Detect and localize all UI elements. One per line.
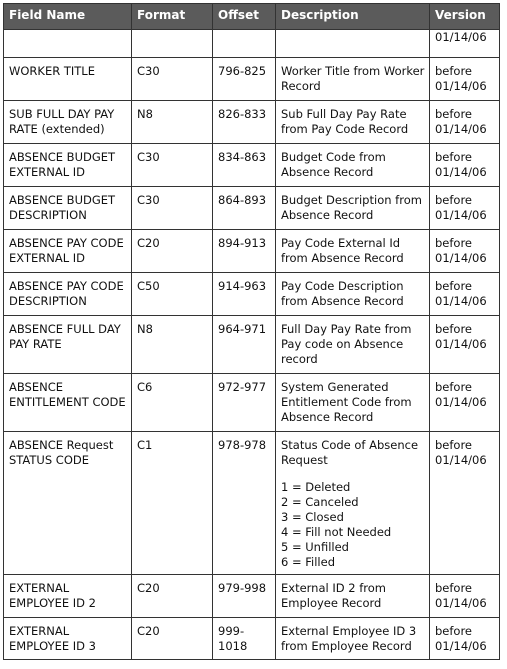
status-code-item: 6 = Filled [281, 555, 336, 569]
version-cell: before 01/14/06 [430, 144, 500, 187]
offset-cell: 978-978 [213, 432, 276, 575]
description-cell: Budget Code from Absence Record [276, 144, 430, 187]
format-cell: C50 [132, 273, 213, 316]
table-row [4, 273, 500, 316]
header-format: Format [132, 4, 213, 30]
version-cell: before 01/14/06 [430, 58, 500, 101]
table-row [4, 575, 500, 618]
header-description: Description [276, 4, 430, 30]
offset-cell: 834-863 [213, 144, 276, 187]
version-cell: before 01/14/06 [430, 230, 500, 273]
table-row [4, 30, 500, 58]
format-cell: C6 [132, 374, 213, 432]
description-cell: Pay Code Description from Absence Record [276, 273, 430, 316]
offset-cell: 894-913 [213, 230, 276, 273]
description-cell: External ID 2 from Employee Record [276, 575, 430, 618]
format-cell: C20 [132, 618, 213, 660]
offset-cell: 826-833 [213, 101, 276, 144]
format-cell: C30 [132, 58, 213, 101]
version-cell: before 01/14/06 [430, 374, 500, 432]
version-cell: before 01/14/06 [430, 273, 500, 316]
table-row [4, 187, 500, 230]
format-cell: C20 [132, 575, 213, 618]
table-row [4, 618, 500, 660]
status-code-item: 5 = Unfilled [281, 540, 349, 554]
table-row [4, 230, 500, 273]
format-cell [132, 30, 213, 58]
format-cell: C20 [132, 230, 213, 273]
description-cell: Worker Title from Worker Record [276, 58, 430, 101]
header-field-name: Field Name [4, 4, 132, 30]
version-cell: before 01/14/06 [430, 187, 500, 230]
field-name-cell: ABSENCE BUDGET DESCRIPTION [4, 187, 132, 230]
header-offset: Offset [213, 4, 276, 30]
offset-cell: 796-825 [213, 58, 276, 101]
field-name-cell: WORKER TITLE [4, 58, 132, 101]
version-cell: before 01/14/06 [430, 316, 500, 374]
field-name-cell: ABSENCE PAY CODE EXTERNAL ID [4, 230, 132, 273]
description-cell: System Generated Entitlement Code from Absence Record [276, 374, 430, 432]
description-cell: External Employee ID 3 from Employee Record [276, 618, 430, 660]
description-cell: Sub Full Day Pay Rate from Pay Code Record [276, 101, 430, 144]
field-name-cell [4, 30, 132, 58]
status-code-list [281, 480, 426, 570]
format-cell: N8 [132, 101, 213, 144]
field-layout-table [3, 3, 500, 660]
field-name-cell: ABSENCE ENTITLEMENT CODE [4, 374, 132, 432]
field-name-cell: SUB FULL DAY PAY RATE (extended) [4, 101, 132, 144]
field-name-cell: EXTERNAL EMPLOYEE ID 2 [4, 575, 132, 618]
description-cell: Budget Description from Absence Record [276, 187, 430, 230]
offset-cell: 979-998 [213, 575, 276, 618]
header-version: Version [430, 4, 500, 30]
field-name-cell: ABSENCE FULL DAY PAY RATE [4, 316, 132, 374]
format-cell: C30 [132, 187, 213, 230]
status-code-item: 4 = Fill not Needed [281, 525, 392, 539]
description-cell: Full Day Pay Rate from Pay code on Absence record [276, 316, 430, 374]
version-cell: before 01/14/06 [430, 618, 500, 660]
field-name-cell: EXTERNAL EMPLOYEE ID 3 [4, 618, 132, 660]
status-code-item: 2 = Canceled [281, 495, 359, 509]
format-cell: C30 [132, 144, 213, 187]
offset-cell: 999-1018 [213, 618, 276, 660]
format-cell: C1 [132, 432, 213, 575]
description-cell: Pay Code External Id from Absence Record [276, 230, 430, 273]
status-code-item: 1 = Deleted [281, 480, 351, 494]
field-name-cell: ABSENCE BUDGET EXTERNAL ID [4, 144, 132, 187]
version-cell: 01/14/06 [430, 30, 500, 58]
offset-cell: 864-893 [213, 187, 276, 230]
version-cell: before 01/14/06 [430, 432, 500, 575]
version-cell: before 01/14/06 [430, 575, 500, 618]
offset-cell: 972-977 [213, 374, 276, 432]
table-row [4, 101, 500, 144]
description-cell [276, 432, 430, 575]
version-cell: before 01/14/06 [430, 101, 500, 144]
table-row [4, 144, 500, 187]
table-row [4, 58, 500, 101]
format-cell: N8 [132, 316, 213, 374]
offset-cell: 964-971 [213, 316, 276, 374]
offset-cell: 914-963 [213, 273, 276, 316]
table-header-row [4, 4, 500, 30]
table-row [4, 316, 500, 374]
description-cell [276, 30, 430, 58]
field-name-cell: ABSENCE Request STATUS CODE [4, 432, 132, 575]
field-name-cell: ABSENCE PAY CODE DESCRIPTION [4, 273, 132, 316]
table-row [4, 374, 500, 432]
status-description: Status Code of Absence Request [281, 438, 419, 467]
table-row [4, 432, 500, 575]
offset-cell [213, 30, 276, 58]
status-code-item: 3 = Closed [281, 510, 344, 524]
